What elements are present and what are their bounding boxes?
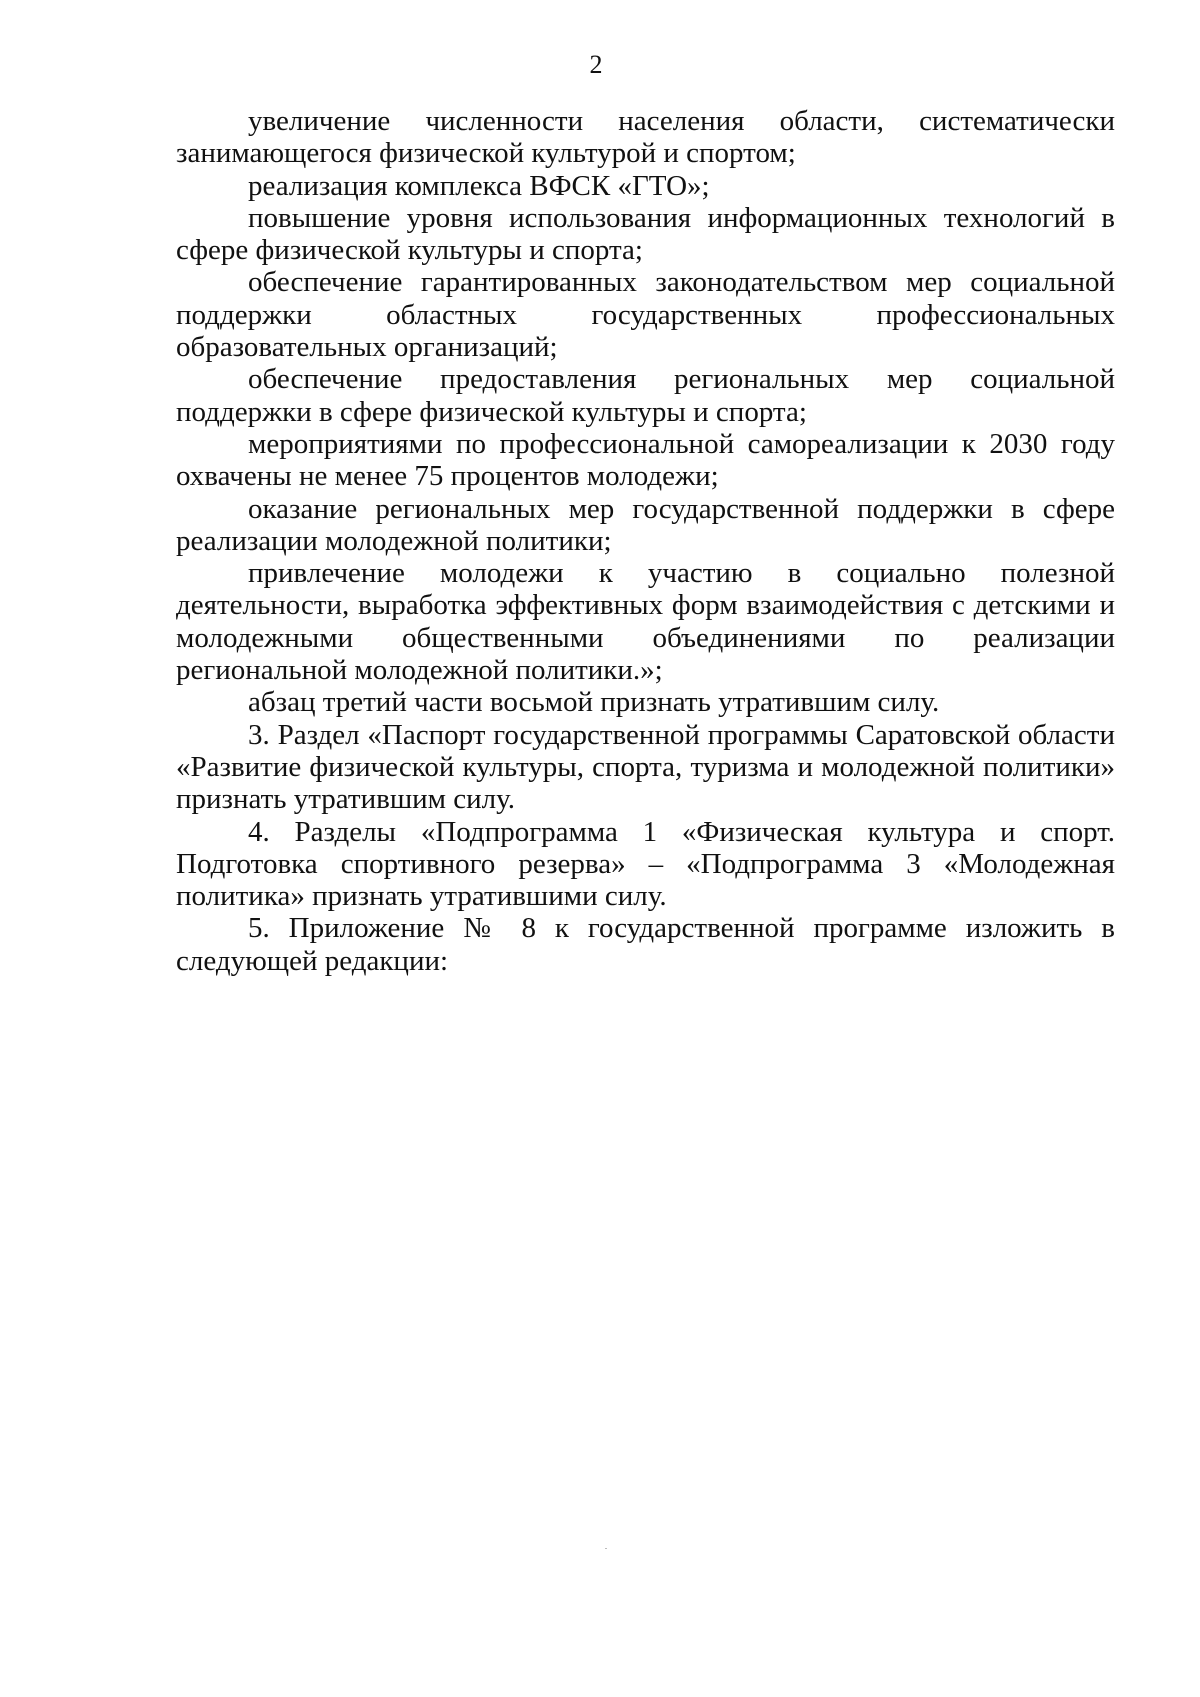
- page-number: 2: [589, 50, 603, 79]
- paragraph-section-5: 5. Приложение № 8 к государственной программе изложить в следующей редакции:: [176, 912, 1115, 977]
- paragraph: реализация комплекса ВФСК «ГТО»;: [248, 169, 710, 202]
- paragraph: обеспечение предоставления региональных мер социальной поддержки в сфере физической культуры и спорта;: [176, 363, 1115, 428]
- paragraph-section-3: 3. Раздел «Паспорт государственной программы Саратовской области «Развитие физической культуры, спорта, туризма и молодежной политики» признать утратившим силу.: [176, 718, 1115, 816]
- paragraph: оказание региональных мер государственной поддержки в сфере реализации молодежной политики;: [176, 492, 1115, 557]
- paragraph: абзац третий части восьмой признать утратившим силу.: [248, 686, 940, 719]
- paragraph: обеспечение гарантированных законодательством мер социальной поддержки областных государственных профессиональных образовательных организаций;: [176, 266, 1115, 364]
- scan-artifact: [605, 1548, 607, 1549]
- paragraph: привлечение молодежи к участию в социально полезной деятельности, выработка эффективных форм взаимодействия с детскими и молодежными общественными объединениями по реализации региональной молодежной политики.»;: [176, 557, 1115, 687]
- paragraph: мероприятиями по профессиональной самореализации к 2030 году охвачены не менее 75 процентов молодежи;: [176, 427, 1115, 493]
- paragraph: повышение уровня использования информационных технологий в сфере физической культуры и спорта;: [176, 201, 1115, 267]
- paragraph: увеличение численности населения области, систематически занимающегося физической культурой и спортом;: [176, 105, 1115, 170]
- paragraph-section-4: 4. Разделы «Подпрограмма 1 «Физическая культура и спорт. Подготовка спортивного резерва» – «Подпрограмма 3 «Молодежная политика» признать утратившими силу.: [176, 815, 1115, 913]
- document-body: [176, 105, 1115, 977]
